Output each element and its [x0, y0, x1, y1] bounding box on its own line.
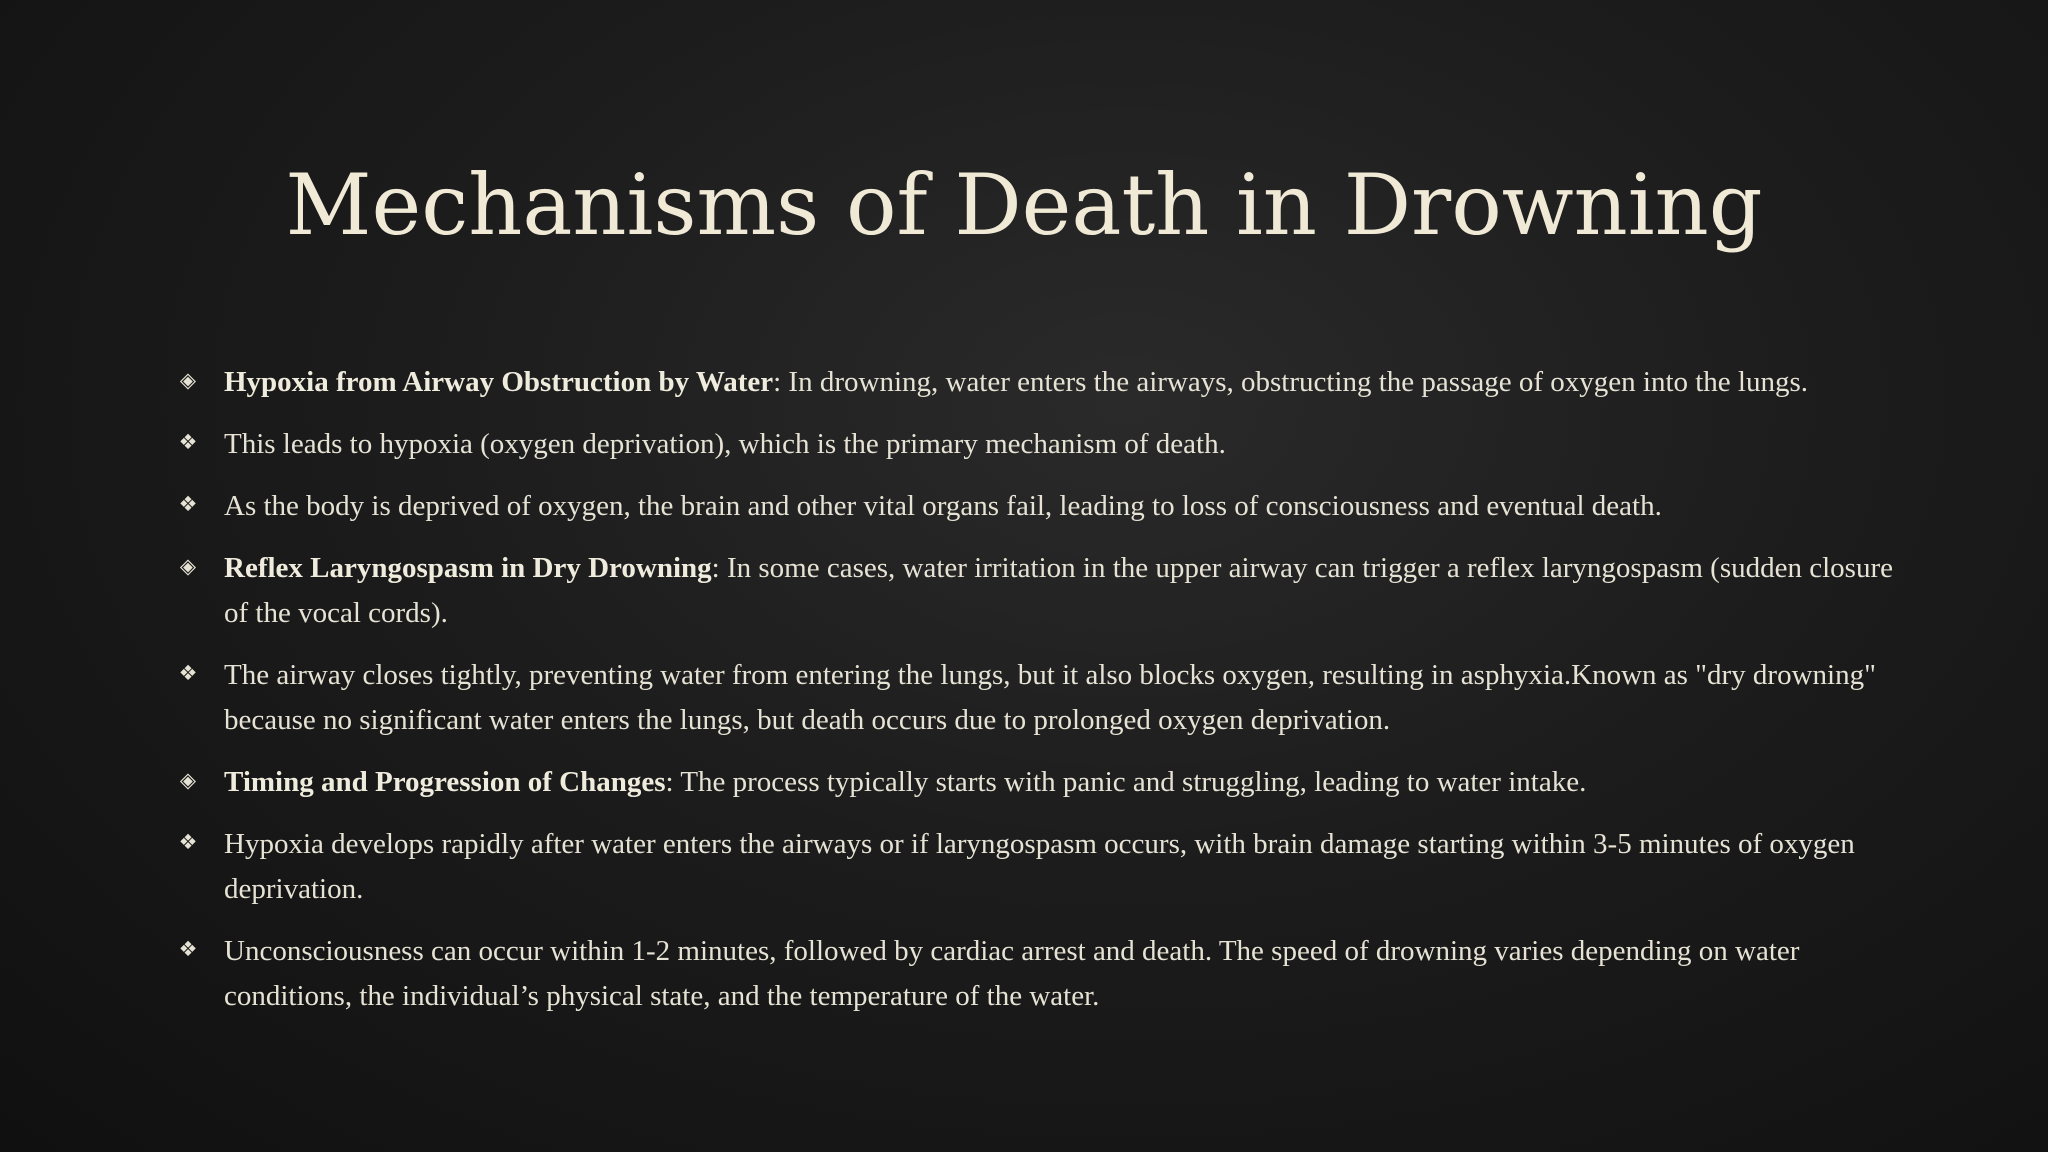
fleuron-bullet-icon: ❖: [178, 661, 198, 685]
bullet-item: [176, 822, 1896, 912]
bullet-item: [176, 546, 1896, 636]
bullet-item: [176, 929, 1896, 1019]
slide-title: Mechanisms of Death in Drowning: [285, 156, 1763, 254]
bullet-heading: Reflex Laryngospasm in Dry Drowning: [224, 552, 712, 584]
fleuron-bullet-icon: ❖: [178, 430, 198, 454]
bullet-list: [176, 360, 1896, 1036]
bullet-item: [176, 653, 1896, 743]
bullet-text: This leads to hypoxia (oxygen deprivation), which is the primary mechanism of death.: [224, 428, 1226, 460]
bullet-text: : In some cases, water irritation in the upper airway can trigger a reflex laryngospasm (sudden closure of the vocal cords).: [224, 552, 1893, 629]
bullet-item: [176, 484, 1896, 529]
diamond-bullet-icon: ◈: [179, 768, 197, 792]
bullet-heading: Timing and Progression of Changes: [224, 766, 666, 798]
fleuron-bullet-icon: ❖: [178, 830, 198, 854]
bullet-item: [176, 360, 1896, 405]
bullet-item: [176, 422, 1896, 467]
diamond-bullet-icon: ◈: [179, 554, 197, 578]
bullet-text: Unconsciousness can occur within 1-2 minutes, followed by cardiac arrest and death. The speed of drowning varies depending on water conditions, the individual’s physical state, and the temperature of the water.: [224, 935, 1800, 1012]
bullet-item: [176, 760, 1896, 805]
bullet-text: : The process typically starts with panic and struggling, leading to water intake.: [665, 766, 1587, 798]
fleuron-bullet-icon: ❖: [178, 492, 198, 516]
fleuron-bullet-icon: ❖: [178, 937, 198, 961]
bullet-heading: Hypoxia from Airway Obstruction by Water: [224, 366, 774, 398]
bullet-text: Hypoxia develops rapidly after water enters the airways or if laryngospasm occurs, with brain damage starting within 3-5 minutes of oxygen deprivation.: [224, 828, 1855, 905]
diamond-bullet-icon: ◈: [179, 368, 197, 392]
bullet-text: : In drowning, water enters the airways, obstructing the passage of oxygen into the lungs.: [773, 366, 1809, 398]
bullet-text: As the body is deprived of oxygen, the brain and other vital organs fail, leading to loss of consciousness and eventual death.: [224, 490, 1662, 522]
bullet-text: The airway closes tightly, preventing water from entering the lungs, but it also blocks oxygen, resulting in asphyxia.Known as "dry drowning" because no significant water enters the lungs, but death occurs due to prolonged oxygen deprivation.: [224, 659, 1876, 736]
